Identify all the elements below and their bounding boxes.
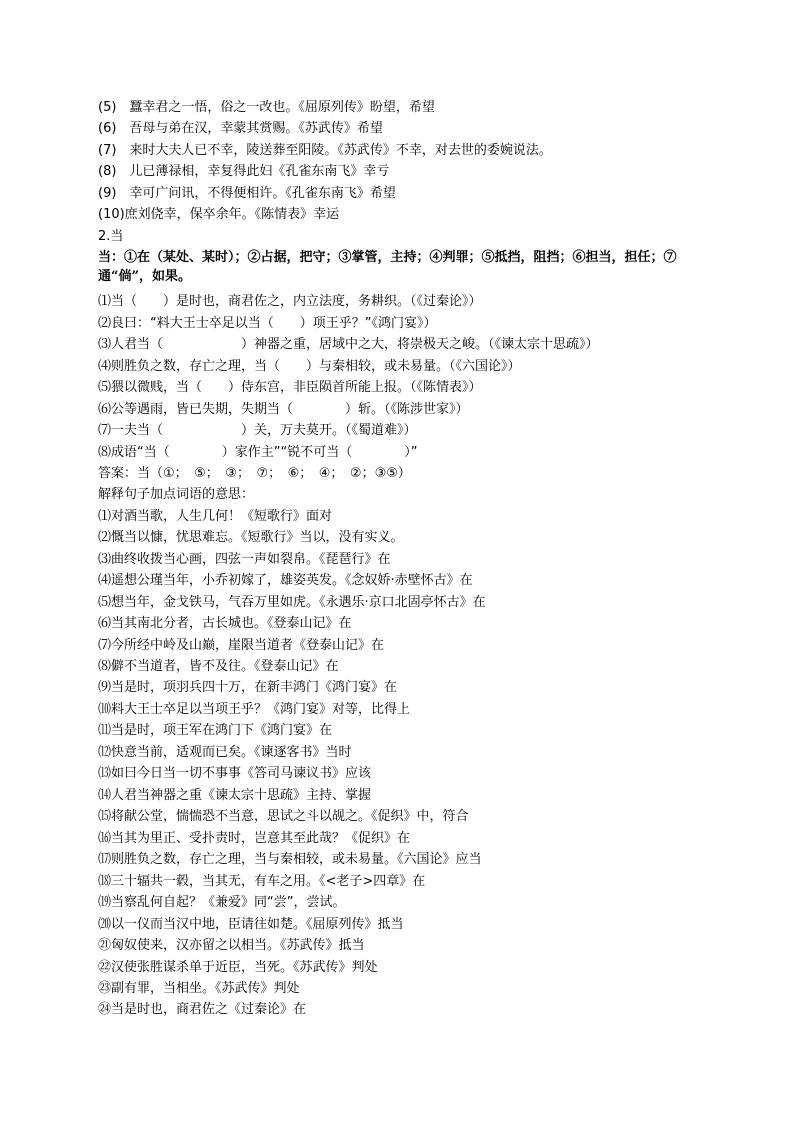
text-line: ⑾当是时，项王军在鸿门下《鸿门宴》在 bbox=[98, 723, 333, 738]
text-line: ⑻僻不当道者，皆不及往。《登泰山记》在 bbox=[98, 659, 339, 674]
text-line: ⑴当（ ）是时也，商君佐之，内立法度，务耕织。（《过秦论》） bbox=[98, 294, 482, 309]
section-heading: 2.当 bbox=[98, 229, 124, 244]
text-line: ㉓副有罪，当相坐。《苏武传》判处 bbox=[98, 981, 300, 996]
text-line: ⑷遥想公瑾当年，小乔初嫁了，雄姿英发。《念奴娇·赤壁怀古》在 bbox=[98, 573, 473, 588]
text-line: ⑶人君当（ ）神器之重，居域中之大，将崇极天之峻。（《谏太宗十思疏》） bbox=[98, 337, 599, 352]
text-line: ⑸想当年，金戈铁马，气吞万里如虎。《永遇乐·京口北固亭怀古》在 bbox=[98, 595, 486, 610]
text-line: 解释句子加点词语的意思： bbox=[98, 487, 255, 502]
text-line: ㉔当是时也，商君佐之《过秦论》在 bbox=[98, 1002, 307, 1017]
text-line: ⒃当其为里正、受扑责时，岂意其至此哉？《促织》在 bbox=[98, 831, 411, 846]
text-line: ⑼当是时，项羽兵四十万，在新丰鸿门《鸿门宴》在 bbox=[98, 680, 398, 695]
text-line: ⑵良曰：“料大王士卒足以当（ ）项王乎？”《鸿门宴》） bbox=[98, 316, 437, 331]
text-line: ⑺今所经中岭及山巅，崖限当道者《登泰山记》在 bbox=[98, 638, 385, 653]
text-line: (5) 蠶幸君之一悟，俗之一改也。《屈原列传》盼望，希望 bbox=[98, 100, 435, 115]
text-line: ⑻成语“当（ ）家作主”“锐不可当（ ）” bbox=[98, 445, 418, 460]
text-line: ⒀如曰今日当一切不事事《答司马谏议书》应该 bbox=[98, 766, 372, 781]
text-line: ⒂将献公堂，惴惴恐不当意，思试之斗以觇之。《促织》中，符合 bbox=[98, 809, 469, 824]
text-line: ⒅三十辐共一毂，当其无，有车之用。《<老子>四章》在 bbox=[98, 874, 426, 889]
text-line: ⑴对酒当歌，人生几何！《短歌行》面对 bbox=[98, 509, 333, 524]
text-line: ⑿快意当前，适观而已矣。《谏逐客书》当时 bbox=[98, 745, 352, 760]
text-line: ⑶曲终收拨当心画，四弦一声如裂帛。《琵琶行》在 bbox=[98, 552, 391, 567]
text-line: ⑹当其南北分者，古长城也。《登泰山记》在 bbox=[98, 616, 352, 631]
text-line: (9) 幸可广问讯，不得便相许。《孔雀东南飞》希望 bbox=[98, 186, 396, 201]
definition-paragraph: 当：①在（某处、某时）；②占据，把守；③掌管，主持；④判罪；⑤抵挡，阻挡；⑥担当，担任；⑦通“倘”，如果。 bbox=[98, 250, 677, 284]
text-line: ㉑匈奴使来，汉亦留之以相当。《苏武传》抵当 bbox=[98, 938, 365, 953]
answer-line: 答案：当（①； ⑤； ③； ⑦； ⑥； ④； ②；③⑤） bbox=[98, 466, 411, 481]
text-line: ⒆当察乱何自起？《兼爱》同“尝”，尝试。 bbox=[98, 895, 346, 910]
text-line: ⑸猥以微贱，当（ ）侍东宫，非臣陨首所能上报。（《陈情表》） bbox=[98, 380, 482, 395]
text-line: ⑹公等遇雨，皆已失期，失期当（ ）斩。（《陈涉世家》） bbox=[98, 402, 469, 417]
text-line: ⑽料大王士卒足以当项王乎？《鸿门宴》对等，比得上 bbox=[98, 702, 411, 717]
text-line: (6) 吾母与弟在汉，幸蒙其赏赐。《苏武传》希望 bbox=[98, 121, 383, 136]
text-line: ⒇以一仪而当汉中地，臣请往如楚。《屈原列传》抵当 bbox=[98, 917, 404, 932]
text-line: (10)庶刘侥幸，保卒余年。《陈情表》幸运 bbox=[98, 207, 340, 222]
text-line: ⒄则胜负之数，存亡之理，当与秦相较，或未易量。《六国论》应当 bbox=[98, 852, 482, 867]
text-line: ⒁人君当神器之重《谏太宗十思疏》主持、掌握 bbox=[98, 788, 372, 803]
text-line: (7) 来时大夫人已不幸，陵送葬至阳陵。《苏武传》不幸，对去世的委婉说法。 bbox=[98, 143, 552, 158]
text-line: ⑺一夫当（ ）关，万夫莫开。（《蜀道难》） bbox=[98, 423, 417, 438]
text-line: (8) 儿已薄禄相，幸复得此妇《孔雀东南飞》幸亏 bbox=[98, 164, 390, 179]
text-line: ㉒汉使张胜谋杀单于近臣，当死。《苏武传》判处 bbox=[98, 960, 378, 975]
text-line: ⑷则胜负之数，存亡之理，当（ ）与秦相较，或未易量。（《六国论》） bbox=[98, 359, 521, 374]
text-line: ⑵慨当以慷，忧思难忘。《短歌行》当以，没有实义。 bbox=[98, 530, 404, 545]
